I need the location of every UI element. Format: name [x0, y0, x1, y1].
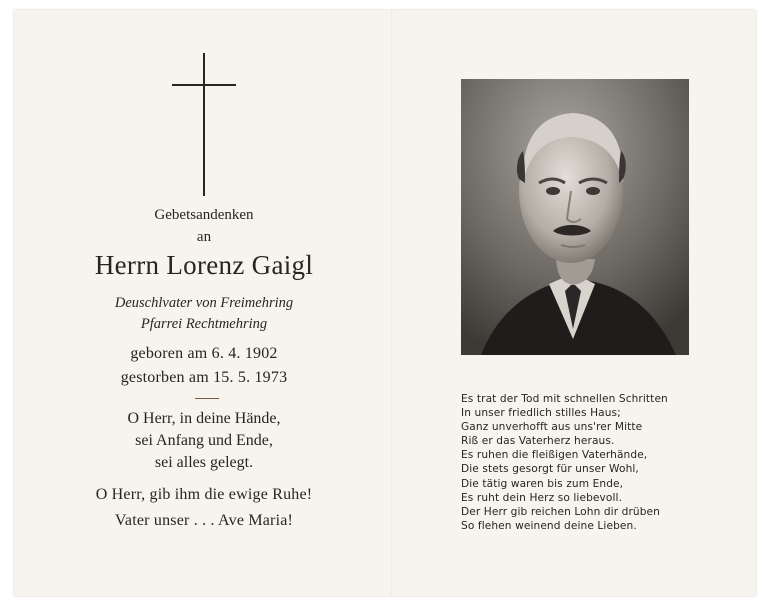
poem-line: Es ruht dein Herz so liebevoll.: [461, 491, 623, 504]
poem-line: Die stets gesorgt für unser Wohl,: [461, 463, 639, 476]
closing-line: O Herr, gib ihm die ewige Ruhe!: [95, 486, 313, 503]
poem-line: Riß er das Vaterherz heraus.: [461, 435, 615, 448]
poem-line: Ganz unverhofft aus uns'rer Mitte: [461, 421, 643, 434]
closing-block: [34, 482, 374, 534]
portrait-figure-icon: [461, 79, 689, 355]
cross-icon-bar: [172, 84, 236, 86]
poem-line: Die tätig waren bis zum Ende,: [461, 477, 624, 490]
divider-line: [195, 398, 219, 399]
portrait-photo: [461, 79, 689, 355]
death-date: gestorben am 15. 5. 1973: [120, 369, 288, 386]
card-fold: [391, 10, 393, 596]
poem-block: [461, 392, 731, 533]
heading-gebetsandenken: Gebetsandenken: [154, 207, 254, 223]
role-line-1: Deuschlvater von Freimehring: [114, 295, 294, 311]
poem-line: Der Herr gib reichen Lohn dir drüben: [461, 505, 660, 518]
memorial-card: [14, 10, 756, 596]
cross-icon: [203, 53, 205, 196]
prayer-line: O Herr, in deine Hände,: [127, 410, 281, 427]
poem-line: In unser friedlich stilles Haus;: [461, 407, 621, 420]
prayer-block: [34, 408, 374, 474]
poem-line: Es trat der Tod mit schnellen Schritten: [461, 393, 668, 405]
prayer-line: sei Anfang und Ende,: [135, 432, 273, 449]
deceased-name: Herrn Lorenz Gaigl: [94, 250, 314, 280]
role-line-2: Pfarrei Rechtmehring: [140, 316, 268, 332]
poem-line: So flehen weinend deine Lieben.: [461, 519, 637, 532]
poem-line: Es ruhen die fleißigen Vaterhände,: [461, 449, 648, 462]
closing-line: Vater unser . . . Ave Maria!: [114, 512, 294, 529]
prayer-line: sei alles gelegt.: [154, 454, 254, 471]
heading-an: an: [196, 229, 212, 245]
birth-date: geboren am 6. 4. 1902: [130, 345, 278, 362]
